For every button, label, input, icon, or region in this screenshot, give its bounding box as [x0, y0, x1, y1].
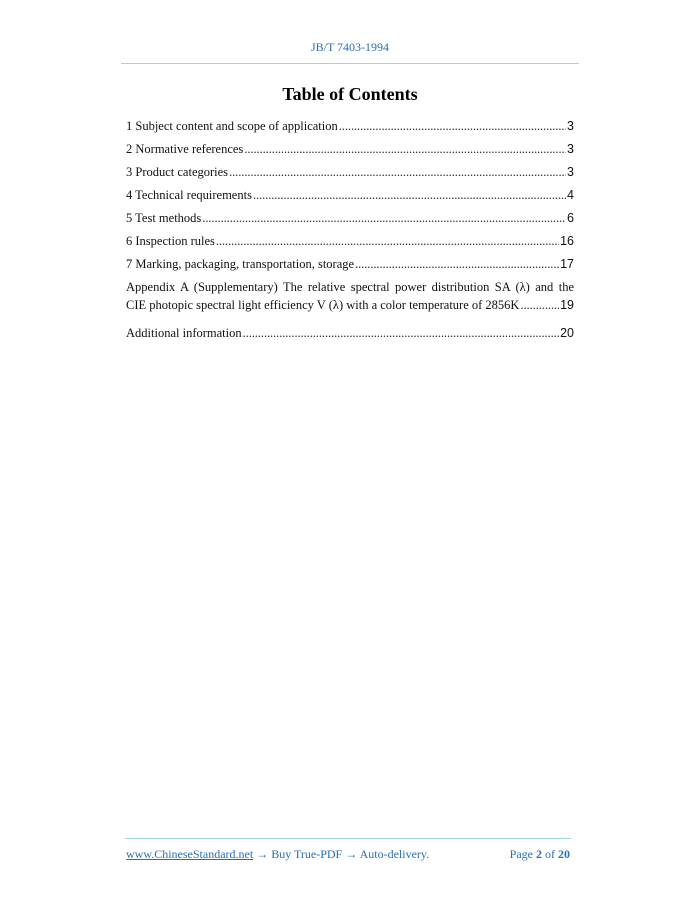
dot-leader: [355, 256, 559, 273]
toc-entry-page: 16: [560, 234, 574, 248]
toc-entry-4[interactable]: [126, 187, 574, 210]
footer-divider: [125, 838, 571, 839]
dot-leader: [253, 187, 566, 204]
page-indicator: [510, 847, 570, 862]
toc-entry-2[interactable]: [126, 141, 574, 164]
toc-entry-label-line2: CIE photopic spectral light efficiency V (λ) with a color temperature of 2856K: [126, 298, 520, 312]
toc-entry-additional-info[interactable]: [126, 325, 574, 348]
site-link[interactable]: www.ChineseStandard.net: [126, 847, 254, 861]
dot-leader: [520, 297, 559, 314]
toc-entry-line2: [126, 297, 574, 314]
toc-entry-label: 2 Normative references: [126, 142, 244, 156]
footer-promo: [126, 847, 429, 862]
current-page-number: 2: [536, 847, 542, 861]
toc-entry-1[interactable]: [126, 118, 574, 141]
buy-pdf-text: Buy True-PDF: [271, 847, 343, 861]
toc-entry-page: 19: [560, 298, 574, 312]
toc-entry-label: Additional information: [126, 326, 242, 340]
toc-entry-6[interactable]: [126, 233, 574, 256]
header-divider: [121, 63, 579, 64]
page-word: Page: [509, 847, 533, 861]
dot-leader: [216, 233, 559, 250]
arrow-icon: →: [253, 847, 272, 861]
auto-delivery-text: Auto-delivery.: [359, 847, 430, 861]
toc-entry-label: 6 Inspection rules: [126, 234, 215, 248]
toc-entry-label-line1: Appendix A (Supplementary) The relative spectral power distribution SA (λ) and the: [126, 280, 574, 294]
document-code: JB/T 7403-1994: [310, 40, 390, 54]
toc-entry-label: 1 Subject content and scope of application: [126, 119, 338, 133]
toc-entry-page: 3: [567, 119, 574, 133]
toc-entry-7[interactable]: [126, 256, 574, 279]
toc-entry-page: 4: [567, 188, 574, 202]
toc-entry-page: 20: [560, 326, 574, 340]
dot-leader: [202, 210, 566, 227]
toc-entry-label: 5 Test methods: [126, 211, 202, 225]
dot-leader: [229, 164, 566, 181]
dot-leader: [339, 118, 566, 135]
toc-entry-label: 4 Technical requirements: [126, 188, 252, 202]
toc-list: [126, 118, 574, 348]
toc-entry-3[interactable]: [126, 164, 574, 187]
toc-entry-page: 6: [567, 211, 574, 225]
total-pages-number: 20: [558, 847, 570, 861]
toc-entry-page: 3: [567, 165, 574, 179]
dot-leader: [244, 141, 566, 158]
toc-entry-label: 3 Product categories: [126, 165, 229, 179]
toc-entry-appendix-a[interactable]: [126, 279, 574, 325]
toc-entry-page: 3: [567, 142, 574, 156]
dot-leader: [243, 325, 559, 342]
toc-entry-label: 7 Marking, packaging, transportation, storage: [126, 257, 355, 271]
toc-title: Table of Contents: [282, 84, 418, 104]
of-word: of: [545, 847, 555, 861]
toc-entry-page: 17: [560, 257, 574, 271]
toc-entry-5[interactable]: [126, 210, 574, 233]
arrow-icon: →: [342, 847, 360, 861]
